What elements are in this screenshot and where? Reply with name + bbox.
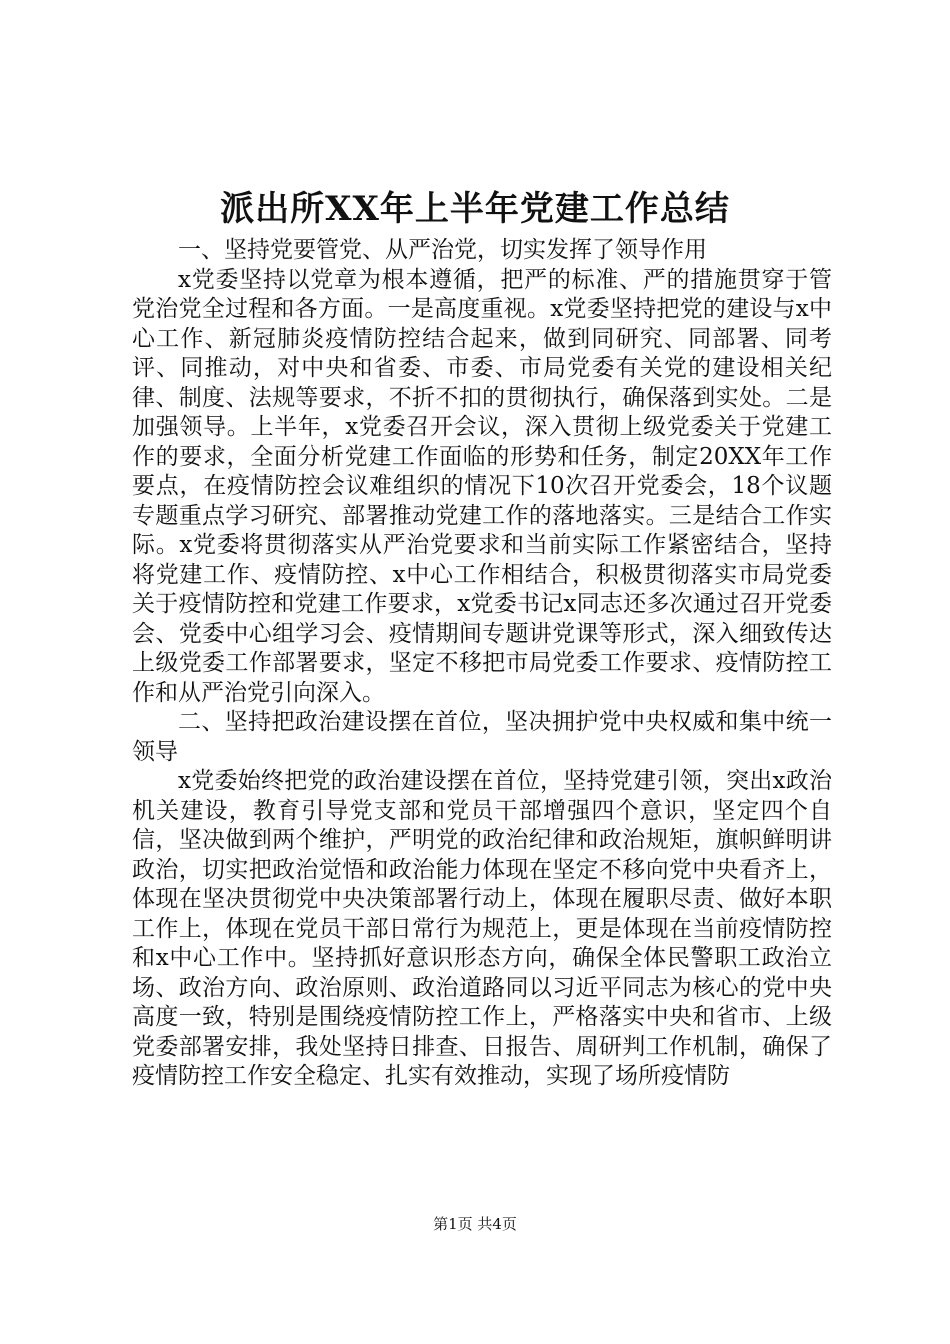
document-body xyxy=(132,236,832,1092)
section-paragraph-1: x党委坚持以党章为根本遵循，把严的标准、严的措施贯穿于管党治党全过程和各方面。一是高度重视。x党委坚持把党的建设与x中心工作、新冠肺炎疫情防控结合起来，做到同研究、同部署、同考评、同推动，对中央和省委、市委、市局党委有关党的建设相关纪律、制度、法规等要求，不折不扣的贯彻执行，确保落到实处。二是加强领导。上半年，x党委召开会议，深入贯彻上级党委关于党建工作的要求，全面分析党建工作面临的形势和任务，制定20XX年工作要点，在疫情防控会议难组织的情况下10次召开党委会，18个议题专题重点学习研究、部署推动党建工作的落地落实。三是结合工作实际。x党委将贯彻落实从严治党要求和当前实际工作紧密结合，坚持将党建工作、疫情防控、x中心工作相结合，积极贯彻落实市局党委关于疫情防控和党建工作要求，x党委书记x同志还多次通过召开党委会、党委中心组学习会、疫情期间专题讲党课等形式，深入细致传达上级党委工作部署要求，坚定不移把市局党委工作要求、疫情防控工作和从严治党引向深入。 xyxy=(132,266,832,706)
page-number-footer: 第1页 共4页 xyxy=(433,1215,517,1233)
section-heading-1: 一、坚持党要管党、从严治党，切实发挥了领导作用 xyxy=(178,237,707,263)
section-paragraph-2: x党委始终把党的政治建设摆在首位，坚持党建引领，突出x政治机关建设，教育引导党支部和党员干部增强四个意识，坚定四个自信，坚决做到两个维护，严明党的政治纪律和政治规矩，旗帜鲜明讲政治，切实把政治觉悟和政治能力体现在坚定不移向党中央看齐上，体现在坚决贯彻党中央决策部署行动上，体现在履职尽责、做好本职工作上，体现在党员干部日常行为规范上，更是体现在当前疫情防控和x中心工作中。坚持抓好意识形态方向，确保全体民警职工政治立场、政治方向、政治原则、政治道路同以习近平同志为核心的党中央高度一致，特别是围绕疫情防控工作上，严格落实中央和省市、上级党委部署安排，我处坚持日排查、日报告、周研判工作机制，确保了疫情防控工作安全稳定、扎实有效推动，实现了场所疫情防 xyxy=(132,768,832,1089)
section-heading-2: 二、坚持把政治建设摆在首位，坚决拥护党中央权威和集中统一领导 xyxy=(132,709,832,765)
document-title: 派出所XX年上半年党建工作总结 xyxy=(220,189,730,229)
